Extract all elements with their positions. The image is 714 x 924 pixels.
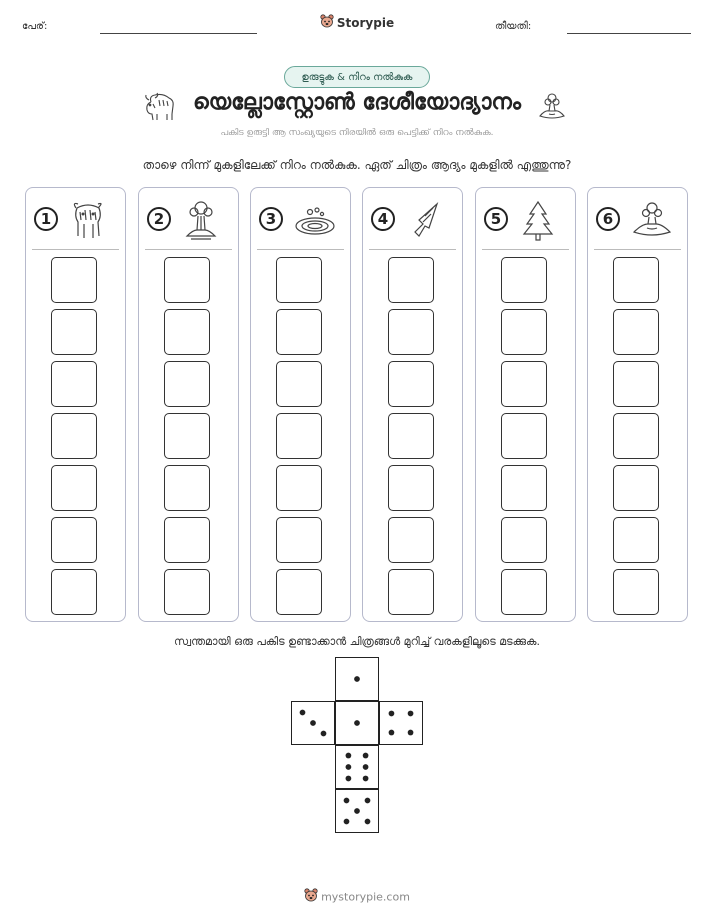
- coloring-instruction: താഴെ നിന്ന് മുകളിലേക്ക് നിറം നൽകുക. ഏത് ചിത്രം ആദ്യം മുകളിൽ എത്തുന്നു?: [142, 158, 572, 172]
- color-box[interactable]: [51, 465, 97, 511]
- color-box[interactable]: [276, 569, 322, 615]
- column-number: 5: [484, 207, 508, 231]
- column-divider: [32, 249, 119, 250]
- date-label: തീയതി:: [495, 21, 532, 32]
- column-4: [362, 187, 463, 622]
- geyser-cone-icon: [537, 90, 567, 126]
- color-box[interactable]: [164, 413, 210, 459]
- column-divider: [369, 249, 456, 250]
- color-box[interactable]: [501, 413, 547, 459]
- page-subtitle: പകിട ഉരുട്ടി ആ സംഖ്യയുടെ നിരയിൽ ഒരു പെട്ടിക്ക് നിറം നൽകുക.: [220, 128, 494, 138]
- die-face-1: [335, 701, 379, 745]
- color-box[interactable]: [51, 361, 97, 407]
- color-box[interactable]: [613, 361, 659, 407]
- color-box[interactable]: [51, 413, 97, 459]
- color-box[interactable]: [388, 361, 434, 407]
- geyser-cone-icon: [630, 198, 674, 246]
- color-box[interactable]: [613, 517, 659, 563]
- color-box[interactable]: [164, 309, 210, 355]
- color-box[interactable]: [501, 517, 547, 563]
- color-box[interactable]: [51, 569, 97, 615]
- color-box[interactable]: [388, 517, 434, 563]
- color-box[interactable]: [501, 465, 547, 511]
- color-box[interactable]: [501, 257, 547, 303]
- column-number: 6: [596, 207, 620, 231]
- color-box[interactable]: [164, 257, 210, 303]
- page-title: യെല്ലോസ്റ്റോൺ ദേശീയോദ്യാനം: [192, 90, 522, 115]
- geyser-eruption-icon: [181, 198, 221, 246]
- color-box[interactable]: [276, 517, 322, 563]
- column-6: [587, 187, 688, 622]
- column-divider: [594, 249, 681, 250]
- column-divider: [482, 249, 569, 250]
- color-box[interactable]: [388, 413, 434, 459]
- brand-name: Storypie: [336, 16, 395, 30]
- color-box[interactable]: [276, 361, 322, 407]
- name-label: പേര്:: [22, 21, 48, 32]
- storypie-bear-icon: [304, 888, 318, 907]
- color-box[interactable]: [388, 465, 434, 511]
- arrowhead-icon: [405, 198, 445, 246]
- color-box[interactable]: [164, 465, 210, 511]
- color-box[interactable]: [51, 257, 97, 303]
- color-box[interactable]: [164, 569, 210, 615]
- column-5: [475, 187, 576, 622]
- color-box[interactable]: [613, 257, 659, 303]
- color-box[interactable]: [164, 517, 210, 563]
- column-divider: [257, 249, 344, 250]
- footer: [0, 888, 714, 907]
- die-face-4: [379, 701, 423, 745]
- activity-badge: ഉരുട്ടുക & നിറം നൽകുക: [284, 66, 430, 88]
- color-box[interactable]: [388, 309, 434, 355]
- column-number: 3: [259, 207, 283, 231]
- color-box[interactable]: [613, 309, 659, 355]
- color-box[interactable]: [276, 465, 322, 511]
- die-face-5: [335, 789, 379, 833]
- color-box[interactable]: [613, 569, 659, 615]
- color-box[interactable]: [51, 517, 97, 563]
- color-box[interactable]: [501, 361, 547, 407]
- color-box[interactable]: [51, 309, 97, 355]
- color-box[interactable]: [501, 569, 547, 615]
- color-box[interactable]: [276, 413, 322, 459]
- die-face-3: [291, 701, 335, 745]
- column-divider: [145, 249, 232, 250]
- column-3: [250, 187, 351, 622]
- pine-tree-icon: [518, 198, 558, 246]
- column-2: [138, 187, 239, 622]
- color-box[interactable]: [388, 257, 434, 303]
- color-box[interactable]: [164, 361, 210, 407]
- footer-url[interactable]: mystorypie.com: [321, 890, 410, 904]
- color-box[interactable]: [613, 413, 659, 459]
- color-box[interactable]: [613, 465, 659, 511]
- column-1: [25, 187, 126, 622]
- hot-spring-icon: [293, 198, 337, 246]
- die-face-1: [335, 657, 379, 701]
- color-box[interactable]: [276, 309, 322, 355]
- column-number: 4: [371, 207, 395, 231]
- storypie-bear-icon: [320, 14, 334, 33]
- name-line[interactable]: [100, 33, 257, 34]
- color-box[interactable]: [388, 569, 434, 615]
- die-face-6: [335, 745, 379, 789]
- color-box[interactable]: [276, 257, 322, 303]
- column-number: 1: [34, 207, 58, 231]
- column-number: 2: [147, 207, 171, 231]
- date-line[interactable]: [567, 33, 691, 34]
- color-box[interactable]: [501, 309, 547, 355]
- cut-instruction: സ്വന്തമായി ഒരു പകിട ഉണ്ടാക്കാൻ ചിത്രങ്ങൾ മുറിച്ച് വരകളിലൂടെ മടക്കുക.: [174, 635, 540, 648]
- brand-logo: [0, 14, 714, 33]
- bison-icon: [68, 198, 108, 246]
